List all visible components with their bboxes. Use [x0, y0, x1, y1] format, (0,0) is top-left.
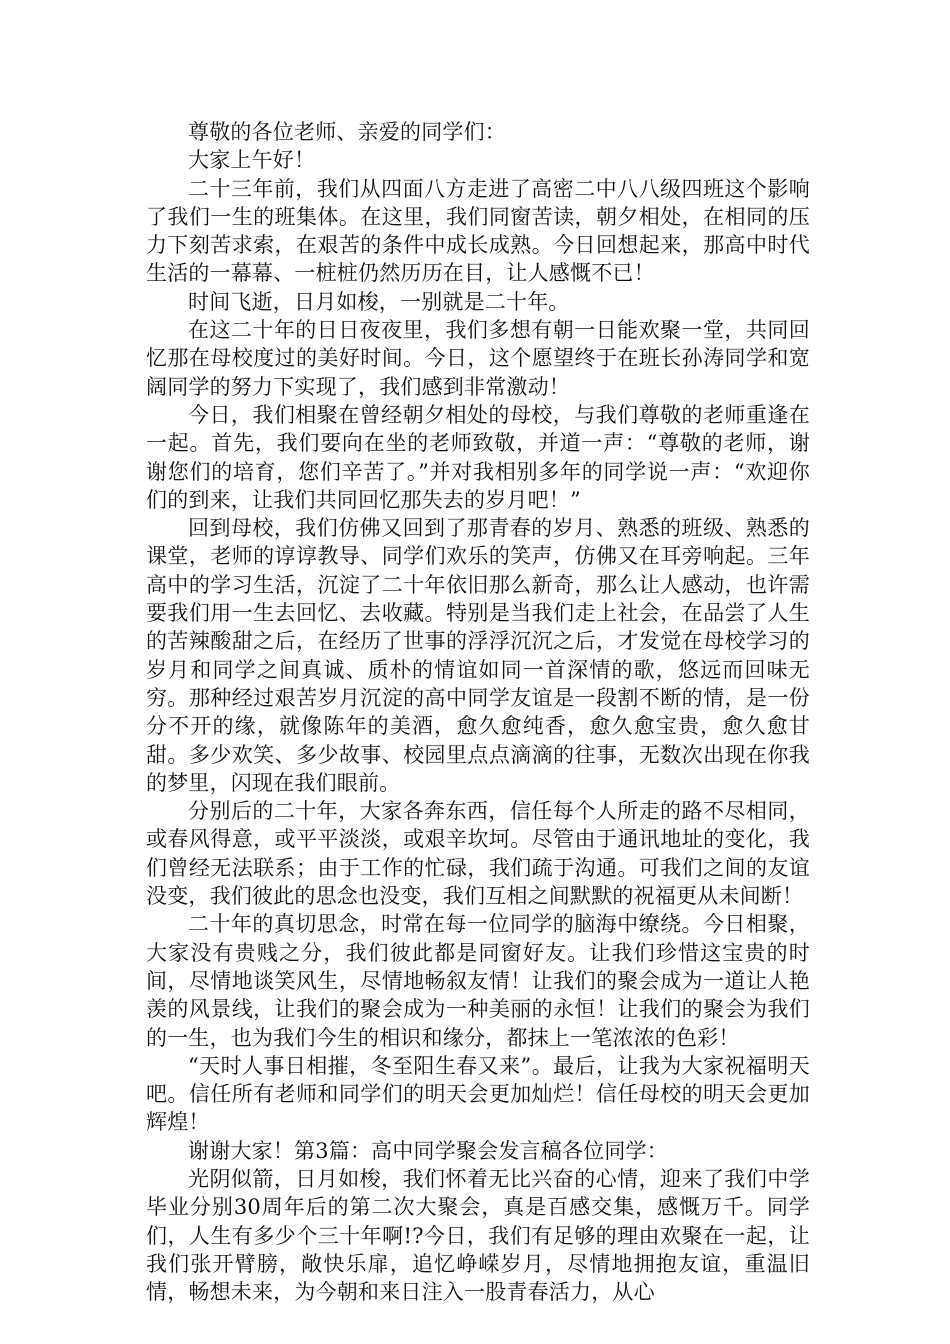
- paragraph-23-years-ago: 二十三年前，我们从四面八方走进了高密二中八八级四班这个影响了我们一生的班集体。在这里，我们同窗苦读，朝夕相处，在相同的压力下刻苦求索，在艰苦的条件中成长成熟。今日回想起来，那高中时代生活的一幕幕、一桩桩仍然历历在目，让人感慨不已！: [146, 176, 810, 286]
- paragraph-twenty-years: 在这二十年的日日夜夜里，我们多想有朝一日能欢聚一堂，共同回忆那在母校度过的美好时间。今日，这个愿望终于在班长孙涛同学和宽阔同学的努力下实现了，我们感到非常激动！: [146, 318, 810, 399]
- paragraph-back-to-school: 回到母校，我们仿佛又回到了那青春的岁月、熟悉的班级、熟悉的课堂，老师的谆谆教导、同学们欢乐的笑声，仿佛又在耳旁响起。三年高中的学习生活，沉淀了二十年依旧那么新奇，那么让人感动，也许需要我们用一生去回忆、去收藏。特别是当我们走上社会，在品尝了人生的苦辣酸甜之后，在经历了世事的浮浮沉沉之后，才发觉在母校学习的岁月和同学之间真诚、质朴的情谊如同一首深情的歌，悠远而回味无穷。那种经过艰苦岁月沉淀的高中同学友谊是一段割不断的情，是一份分不开的缘，就像陈年的美酒，愈久愈纯香，愈久愈宝贵，愈久愈甘甜。多少欢笑、多少故事、校园里点点滴滴的往事，无数次出现在你我的梦里，闪现在我们眼前。: [146, 516, 810, 795]
- paragraph-sincere-miss: 二十年的真切思念，时常在每一位同学的脑海中缭绕。今日相聚，大家没有贵贱之分，我们彼此都是同窗好友。让我们珍惜这宝贵的时间，尽情地谈笑风生，尽情地畅叙友情！让我们的聚会成为一道让人艳羡的风景线，让我们的聚会成为一种美丽的永恒！让我们的聚会为我们的一生，也为我们今生的相识和缘分，都抹上一笔浓浓的色彩！: [146, 912, 810, 1050]
- paragraph-after-parting: 分别后的二十年，大家各奔东西，信任每个人所走的路不尽相同，或春风得意，或平平淡淡，或艰辛坎坷。尽管由于通讯地址的变化，我们曾经无法联系；由于工作的忙碌，我们疏于沟通。可我们之间的友谊没变，我们彼此的思念也没变，我们互相之间默默的祝福更从未间断！: [146, 799, 810, 909]
- paragraph-thanks-and-title: 谢谢大家！第3篇：高中同学聚会发言稿各位同学：: [188, 1138, 668, 1163]
- paragraph-time-flies-30-years: 光阴似箭，日月如梭，我们怀着无比兴奋的心情，迎来了我们中学毕业分别30周年后的第二次大聚会，真是百感交集，感慨万千。同学们，人生有多少个三十年啊!?今日，我们有足够的理由欢聚在一起，让我们张开臂膀，敞快乐扉，追忆峥嵘岁月，尽情地拥抱友谊，重温旧情，畅想未来，为今朝和来日注入一股青春活力，从心: [146, 1166, 810, 1305]
- paragraph-blessing: “天时人事日相摧，冬至阳生春又来”。最后，让我为大家祝福明天吧。信任所有老师和同学们的明天会更加灿烂！信任母校的明天会更加辉煌！: [146, 1053, 810, 1135]
- paragraph-reunion-today: 今日，我们相聚在曾经朝夕相处的母校，与我们尊敬的老师重逢在一起。首先，我们要向在坐的老师致敬，并道一声：“尊敬的老师，谢谢您们的培育，您们辛苦了。”并对我相别多年的同学说一声：“欢迎你们的到来，让我们共同回忆那失去的岁月吧！”: [146, 402, 810, 512]
- paragraph-time-flies: 时间飞逝，日月如梭，一别就是二十年。: [188, 289, 570, 314]
- paragraph-greeting: 大家上午好！: [188, 148, 316, 173]
- paragraph-salutation: 尊敬的各位老师、亲爱的同学们：: [188, 120, 506, 144]
- document-body: [146, 118, 810, 1306]
